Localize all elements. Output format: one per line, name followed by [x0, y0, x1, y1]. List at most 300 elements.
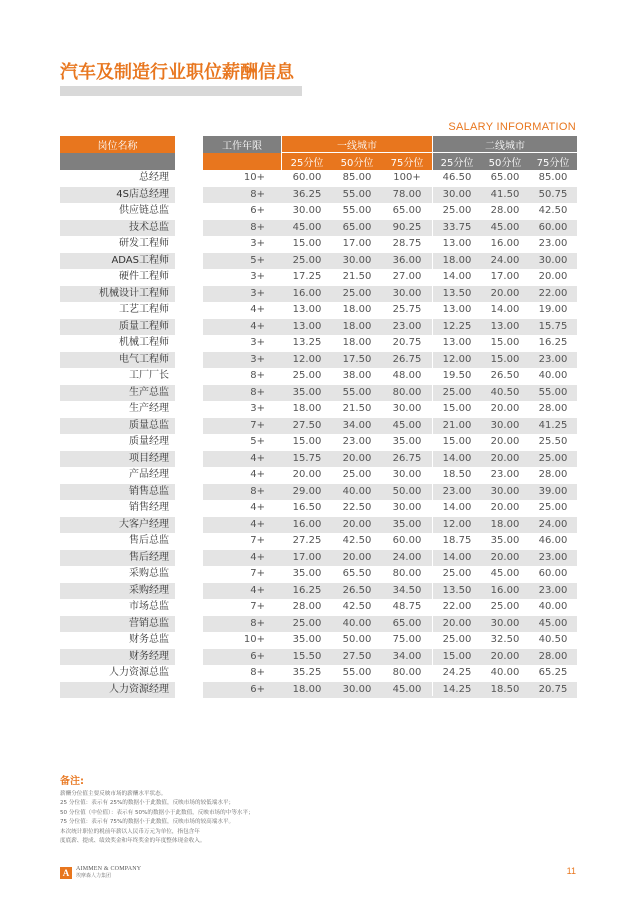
position-name-cell: 人力资源经理	[60, 682, 175, 699]
salary-value-cell: 30.00	[392, 502, 422, 513]
salary-value-cell: 18.00	[490, 518, 520, 530]
salary-value-cell: 28.00	[538, 469, 568, 480]
salary-value-cell: 25.00	[538, 502, 568, 513]
salary-value-cell: 42.50	[342, 535, 372, 546]
salary-value-cell: 15.50	[292, 650, 322, 662]
salary-value-cell: 75.00	[392, 634, 422, 645]
table-row	[0, 335, 640, 352]
position-name-cell: 生产经理	[129, 403, 169, 414]
salary-value-cell: 33.75	[442, 221, 472, 233]
salary-value-cell: 26.75	[392, 353, 422, 365]
header-tier2	[433, 136, 577, 153]
years-cell: 5+	[250, 436, 265, 447]
salary-value-cell: 30.00	[392, 403, 422, 414]
position-name-cell: 供应链总监	[119, 205, 169, 216]
header-years-label: 工作年限	[222, 141, 262, 152]
salary-value-cell: 55.00	[538, 386, 568, 398]
salary-value-cell: 25.50	[538, 436, 568, 447]
salary-value-cell: 50.00	[392, 485, 422, 497]
salary-value-cell: 16.00	[292, 518, 322, 530]
table-row	[0, 368, 640, 385]
table-row	[0, 385, 640, 402]
salary-value-cell: 34.00	[392, 650, 422, 662]
salary-value-cell: 12.00	[442, 518, 472, 530]
salary-value-cell: 15.75	[538, 320, 568, 332]
salary-value-cell: 30.00	[392, 287, 422, 299]
salary-value-cell: 14.00	[490, 304, 520, 315]
salary-value-cell: 65.00	[392, 205, 422, 216]
salary-value-cell: 25.75	[392, 304, 422, 315]
salary-value-cell: 18.00	[342, 320, 372, 332]
salary-value-cell: 38.00	[342, 370, 372, 381]
salary-value-cell: 30.00	[292, 205, 322, 216]
years-cell: 6+	[250, 205, 265, 216]
position-name-cell: 总经理	[139, 172, 169, 183]
salary-value-cell: 18.50	[490, 683, 520, 695]
years-cell: 4+	[250, 320, 265, 332]
salary-value-cell: 28.00	[538, 650, 568, 662]
salary-value-cell: 35.00	[292, 386, 322, 398]
salary-value-cell: 12.25	[442, 320, 472, 332]
salary-value-cell: 18.00	[292, 403, 322, 414]
salary-value-cell: 25.00	[490, 601, 520, 612]
salary-value-cell: 40.00	[342, 617, 372, 629]
position-name-cell: 机械设计工程师	[60, 286, 175, 303]
table-row	[0, 583, 640, 600]
salary-value-cell: 15.00	[442, 403, 472, 414]
years-cell: 8+	[250, 188, 265, 200]
note-line: 薪酬分位值主要反映市场的薪酬水平状态。	[60, 791, 167, 797]
header-years-orange	[203, 153, 281, 170]
salary-value-cell: 20.00	[342, 452, 372, 464]
salary-value-cell: 55.00	[342, 188, 372, 200]
years-cell: 6+	[250, 683, 265, 695]
salary-value-cell: 17.00	[342, 238, 372, 249]
salary-value-cell: 45.00	[392, 419, 422, 431]
position-name-cell: 电气工程师	[60, 352, 175, 369]
salary-value-cell: 20.00	[342, 551, 372, 563]
table-row	[0, 467, 640, 484]
salary-value-cell: 14.00	[442, 551, 472, 563]
salary-value-cell: 23.00	[538, 238, 568, 249]
salary-value-cell: 36.25	[292, 188, 322, 200]
header-p50-label: 50分位	[340, 158, 374, 169]
table-row	[0, 170, 640, 187]
position-name-cell: 生产总监	[60, 385, 175, 402]
years-cell: 4+	[250, 584, 265, 596]
table-row	[0, 286, 640, 303]
salary-value-cell: 24.25	[442, 667, 472, 678]
salary-value-cell: 18.00	[442, 254, 472, 266]
salary-value-cell: 30.00	[490, 485, 520, 497]
header-position-label: 岗位名称	[97, 141, 138, 152]
salary-value-cell: 35.00	[292, 568, 322, 579]
salary-value-cell: 28.00	[292, 601, 322, 612]
notes-text	[60, 790, 254, 846]
table-row	[0, 484, 640, 501]
salary-value-cell: 20.00	[490, 452, 520, 464]
salary-value-cell: 42.50	[538, 205, 568, 216]
table-row	[0, 302, 640, 319]
salary-value-cell: 23.00	[538, 584, 568, 596]
salary-value-cell: 85.00	[342, 172, 372, 183]
salary-value-cell: 20.00	[292, 469, 322, 480]
logo-mark-icon: A	[60, 867, 72, 879]
years-cell: 6+	[250, 650, 265, 662]
years-cell: 4+	[250, 502, 265, 513]
header-tier1-p50	[332, 153, 382, 170]
salary-value-cell: 22.50	[342, 502, 372, 513]
header-p75-label: 75分位	[390, 158, 424, 169]
salary-value-cell: 65.00	[490, 172, 520, 183]
salary-value-cell: 30.00	[342, 683, 372, 695]
salary-value-cell: 18.00	[342, 304, 372, 315]
salary-value-cell: 15.00	[442, 650, 472, 662]
position-name-cell: 技术总监	[60, 220, 175, 237]
salary-value-cell: 27.50	[292, 419, 322, 431]
salary-value-cell: 35.00	[490, 535, 520, 546]
position-name-cell: 机械工程师	[119, 337, 169, 348]
salary-value-cell: 20.00	[490, 403, 520, 414]
salary-value-cell: 80.00	[392, 568, 422, 579]
position-name-cell: 市场总监	[129, 601, 169, 612]
years-cell: 7+	[250, 535, 265, 546]
salary-value-cell: 27.50	[342, 650, 372, 662]
table-row	[0, 649, 640, 666]
salary-value-cell: 35.00	[392, 518, 422, 530]
position-name-cell: 质量工程师	[60, 319, 175, 336]
salary-value-cell: 23.00	[538, 551, 568, 563]
years-cell: 10+	[243, 172, 265, 183]
salary-value-cell: 29.00	[292, 485, 322, 497]
position-name-cell: ADAS工程师	[60, 253, 175, 270]
table-row	[0, 566, 640, 583]
salary-value-cell: 15.75	[292, 452, 322, 464]
salary-value-cell: 26.50	[342, 584, 372, 596]
salary-value-cell: 90.25	[392, 221, 422, 233]
table-row	[0, 517, 640, 534]
column-separator	[432, 136, 433, 696]
salary-value-cell: 19.00	[538, 304, 568, 315]
salary-value-cell: 35.00	[392, 436, 422, 447]
salary-value-cell: 15.00	[490, 353, 520, 365]
salary-value-cell: 30.00	[490, 419, 520, 431]
years-cell: 3+	[250, 337, 265, 348]
table-row	[0, 434, 640, 451]
table-row	[0, 500, 640, 517]
salary-value-cell: 40.50	[538, 634, 568, 645]
salary-value-cell: 40.00	[342, 485, 372, 497]
header-tier2-label: 二线城市	[485, 140, 525, 152]
salary-value-cell: 18.00	[292, 683, 322, 695]
salary-value-cell: 40.00	[538, 601, 568, 612]
header-p25-label: 25分位	[290, 158, 324, 169]
salary-value-cell: 48.00	[392, 370, 422, 381]
salary-value-cell: 15.00	[292, 238, 322, 249]
position-name-cell: 售后经理	[60, 550, 175, 567]
salary-value-cell: 14.00	[442, 452, 472, 464]
position-name-cell: 大客户经理	[60, 517, 175, 534]
salary-value-cell: 20.00	[490, 502, 520, 513]
salary-value-cell: 65.00	[342, 221, 372, 233]
salary-value-cell: 41.50	[490, 188, 520, 200]
salary-value-cell: 28.00	[538, 403, 568, 414]
salary-value-cell: 60.00	[292, 172, 322, 183]
salary-value-cell: 40.00	[538, 370, 568, 381]
position-name-cell: 质量经理	[129, 436, 169, 447]
salary-value-cell: 55.00	[342, 667, 372, 678]
salary-value-cell: 40.50	[490, 386, 520, 398]
header-position-gray	[60, 153, 175, 170]
salary-value-cell: 34.50	[392, 584, 422, 596]
logo-text	[76, 866, 141, 879]
salary-value-cell: 30.00	[538, 254, 568, 266]
years-cell: 4+	[250, 304, 265, 315]
salary-value-cell: 100+	[393, 172, 421, 183]
years-cell: 8+	[250, 617, 265, 629]
salary-value-cell: 18.00	[342, 337, 372, 348]
position-name-cell: 产品经理	[129, 469, 169, 480]
table-row	[0, 682, 640, 699]
salary-value-cell: 18.75	[442, 535, 472, 546]
years-cell: 4+	[250, 452, 265, 464]
salary-value-cell: 20.00	[442, 617, 472, 629]
salary-value-cell: 21.50	[342, 403, 372, 414]
position-name-cell: 硬件工程师	[119, 271, 169, 282]
years-cell: 4+	[250, 551, 265, 563]
table-row	[0, 203, 640, 220]
salary-value-cell: 13.00	[442, 304, 472, 315]
salary-value-cell: 20.00	[490, 287, 520, 299]
header-p50-label: 50分位	[488, 158, 522, 169]
position-name-cell: 采购经理	[60, 583, 175, 600]
table-row	[0, 269, 640, 286]
salary-value-cell: 35.00	[292, 634, 322, 645]
salary-value-cell: 25.00	[442, 205, 472, 216]
table-row	[0, 352, 640, 369]
salary-value-cell: 20.00	[342, 518, 372, 530]
position-name-cell: 财务总监	[129, 634, 169, 645]
position-name-cell: 工艺工程师	[119, 304, 169, 315]
years-cell: 4+	[250, 518, 265, 530]
salary-value-cell: 13.00	[490, 320, 520, 332]
salary-value-cell: 17.50	[342, 353, 372, 365]
salary-value-cell: 17.00	[490, 271, 520, 282]
salary-value-cell: 23.00	[538, 353, 568, 365]
header-tier2-p50	[481, 153, 529, 170]
header-position	[60, 136, 175, 153]
table-row	[0, 319, 640, 336]
table-row	[0, 616, 640, 633]
table-row	[0, 220, 640, 237]
salary-value-cell: 13.50	[442, 287, 472, 299]
salary-value-cell: 45.00	[538, 617, 568, 629]
salary-value-cell: 65.25	[538, 667, 568, 678]
salary-value-cell: 28.00	[490, 205, 520, 216]
table-row	[0, 418, 640, 435]
salary-value-cell: 25.00	[292, 370, 322, 381]
years-cell: 8+	[250, 370, 265, 381]
page-title: 汽车及制造行业职位薪酬信息	[60, 62, 294, 83]
salary-value-cell: 20.00	[490, 650, 520, 662]
note-line: 度底薪、提成、绩效奖金和年终奖金的年度整体现金收入。	[60, 838, 206, 845]
salary-value-cell: 17.00	[292, 551, 322, 563]
years-cell: 8+	[250, 667, 265, 678]
salary-value-cell: 45.00	[392, 683, 422, 695]
salary-value-cell: 20.75	[392, 337, 422, 348]
salary-value-cell: 14.00	[442, 271, 472, 282]
position-name-cell: 人力资源总监	[109, 667, 169, 678]
salary-value-cell: 25.00	[342, 287, 372, 299]
years-cell: 7+	[250, 419, 265, 431]
years-cell: 3+	[250, 271, 265, 282]
salary-value-cell: 34.00	[342, 419, 372, 431]
salary-value-cell: 28.75	[392, 238, 422, 249]
salary-value-cell: 14.00	[442, 502, 472, 513]
salary-value-cell: 19.50	[442, 370, 472, 381]
salary-value-cell: 13.25	[292, 337, 322, 348]
salary-value-cell: 20.00	[490, 436, 520, 447]
salary-value-cell: 12.00	[292, 353, 322, 365]
note-line: 75 分位值：表示有 75%的数据小于此数值，反映市场的较高端水平。	[60, 819, 235, 826]
salary-information-label: SALARY INFORMATION	[448, 121, 576, 133]
salary-value-cell: 24.00	[490, 254, 520, 266]
salary-value-cell: 65.50	[342, 568, 372, 579]
header-tier1-p75	[382, 153, 432, 170]
salary-value-cell: 40.00	[490, 667, 520, 678]
salary-value-cell: 13.00	[292, 320, 322, 332]
years-cell: 3+	[250, 287, 265, 299]
salary-value-cell: 30.00	[442, 188, 472, 200]
salary-value-cell: 24.00	[392, 551, 422, 563]
salary-value-cell: 16.00	[292, 287, 322, 299]
salary-value-cell: 23.00	[442, 485, 472, 497]
salary-value-cell: 65.00	[392, 617, 422, 629]
years-cell: 3+	[250, 353, 265, 365]
position-name-cell: 研发工程师	[119, 238, 169, 249]
salary-value-cell: 17.25	[292, 271, 322, 282]
salary-value-cell: 13.00	[442, 337, 472, 348]
years-cell: 5+	[250, 254, 265, 266]
salary-value-cell: 15.00	[490, 337, 520, 348]
years-cell: 10+	[243, 634, 265, 645]
logo-english-name: AIMMEN & COMPANY	[76, 866, 142, 872]
position-name-cell: 4S店总经理	[60, 187, 175, 204]
years-cell: 7+	[250, 601, 265, 612]
years-cell: 3+	[250, 403, 265, 414]
salary-value-cell: 25.00	[442, 386, 472, 398]
salary-value-cell: 55.00	[342, 205, 372, 216]
position-name-cell: 销售总监	[60, 484, 175, 501]
years-cell: 8+	[250, 221, 265, 233]
salary-value-cell: 55.00	[342, 386, 372, 398]
salary-value-cell: 48.75	[392, 601, 422, 612]
position-name-cell: 财务经理	[60, 649, 175, 666]
salary-value-cell: 80.00	[392, 386, 422, 398]
salary-value-cell: 39.00	[538, 485, 568, 497]
salary-value-cell: 16.25	[538, 337, 568, 348]
position-name-cell: 工厂厂长	[129, 370, 169, 381]
salary-value-cell: 16.25	[292, 584, 322, 596]
note-line: 本次统计职位的税前年薪以人民币万元为单位，指包含年	[60, 828, 200, 835]
salary-value-cell: 20.00	[490, 551, 520, 563]
company-logo	[60, 866, 141, 879]
position-name-cell: 项目经理	[60, 451, 175, 468]
salary-value-cell: 25.00	[292, 617, 322, 629]
salary-value-cell: 36.00	[392, 254, 422, 266]
salary-value-cell: 16.00	[490, 584, 520, 596]
salary-value-cell: 85.00	[538, 172, 568, 183]
salary-value-cell: 30.00	[392, 469, 422, 480]
table-row	[0, 451, 640, 468]
table-row	[0, 665, 640, 682]
position-name-cell: 销售经理	[129, 502, 169, 513]
salary-value-cell: 23.00	[342, 436, 372, 447]
title-underline-bar	[60, 86, 302, 96]
salary-value-cell: 45.00	[490, 568, 520, 579]
table-row	[0, 550, 640, 567]
salary-value-cell: 16.50	[292, 502, 322, 513]
salary-value-cell: 21.00	[442, 419, 472, 431]
salary-value-cell: 30.00	[342, 254, 372, 266]
salary-value-cell: 26.75	[392, 452, 422, 464]
years-cell: 3+	[250, 238, 265, 249]
salary-value-cell: 35.25	[292, 667, 322, 678]
salary-value-cell: 13.00	[442, 238, 472, 249]
table-row	[0, 401, 640, 418]
salary-value-cell: 22.00	[442, 601, 472, 612]
table-row	[0, 632, 640, 649]
salary-value-cell: 13.00	[292, 304, 322, 315]
salary-value-cell: 30.00	[490, 617, 520, 629]
header-p25-label: 25分位	[440, 158, 474, 169]
salary-value-cell: 46.50	[442, 172, 472, 183]
salary-value-cell: 21.50	[342, 271, 372, 282]
salary-value-cell: 42.50	[342, 601, 372, 612]
years-cell: 7+	[250, 568, 265, 579]
header-tier1	[282, 136, 432, 153]
position-name-cell: 采购总监	[129, 568, 169, 579]
salary-value-cell: 13.50	[442, 584, 472, 596]
salary-value-cell: 80.00	[392, 667, 422, 678]
salary-value-cell: 25.00	[442, 634, 472, 645]
salary-value-cell: 60.00	[538, 568, 568, 579]
salary-value-cell: 23.00	[392, 320, 422, 332]
note-line: 50 分位值（中位值）：表示有 50%的数据小于此数值，反映市场的中等水平；	[60, 809, 254, 816]
header-p75-label: 75分位	[536, 158, 570, 169]
salary-value-cell: 26.50	[490, 370, 520, 381]
header-tier1-label: 一线城市	[337, 140, 377, 152]
note-line: 25 分位值：表示有 25%的数据小于此数值，反映市场的较低端水平；	[60, 800, 235, 807]
salary-value-cell: 25.00	[442, 568, 472, 579]
salary-value-cell: 41.25	[538, 419, 568, 431]
years-cell: 8+	[250, 485, 265, 497]
page-number: 11	[566, 866, 576, 876]
table-row	[0, 187, 640, 204]
salary-value-cell: 46.00	[538, 535, 568, 546]
salary-value-cell: 15.00	[292, 436, 322, 447]
table-row	[0, 253, 640, 270]
header-tier1-p25	[282, 153, 332, 170]
salary-value-cell: 27.25	[292, 535, 322, 546]
salary-value-cell: 50.75	[538, 188, 568, 200]
position-name-cell: 营销总监	[60, 616, 175, 633]
salary-value-cell: 15.00	[442, 436, 472, 447]
salary-value-cell: 25.00	[342, 469, 372, 480]
salary-value-cell: 60.00	[538, 221, 568, 233]
salary-value-cell: 60.00	[392, 535, 422, 546]
salary-value-cell: 20.00	[538, 271, 568, 282]
